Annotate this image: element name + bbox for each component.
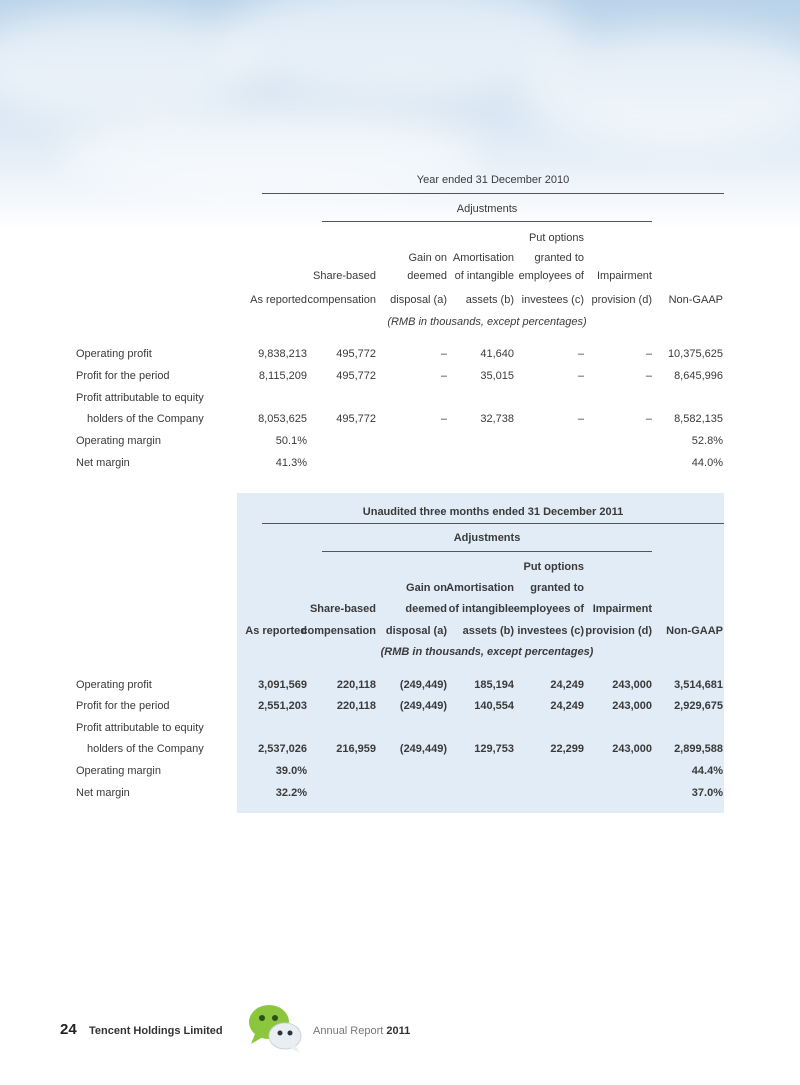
cell: 44.4%	[691, 765, 723, 777]
cell: 44.0%	[691, 457, 723, 469]
table-row	[0, 368, 800, 384]
row-label: Operating margin	[76, 765, 161, 777]
cell: 52.8%	[691, 435, 723, 447]
table-row	[0, 346, 800, 362]
col-header-impair-1: Impairment	[596, 270, 652, 282]
row-label: Operating profit	[76, 679, 152, 691]
cell: 8,115,209	[258, 370, 307, 382]
page-number: 24	[60, 1021, 77, 1038]
cell: 8,645,996	[674, 370, 723, 382]
cell: 32.2%	[275, 787, 307, 799]
row-label: Net margin	[76, 457, 130, 469]
title-rule	[262, 193, 724, 194]
cell: 37.0%	[691, 787, 723, 799]
cell: 41,640	[480, 348, 514, 360]
col-header-put-2: granted to	[534, 252, 584, 264]
table-row	[0, 455, 800, 471]
adjustments-rule	[322, 551, 652, 552]
cell: 185,194	[474, 679, 514, 691]
cell: 220,118	[336, 700, 376, 712]
cell: 2,551,203	[258, 700, 307, 712]
col-header-gain-2: deemed	[407, 270, 447, 282]
col-header-as-reported: As reported	[245, 625, 307, 637]
table-row	[0, 411, 800, 427]
report-label: Annual Report	[313, 1025, 384, 1037]
row-label: Profit attributable to equity	[76, 392, 204, 404]
col-header-amort-3: assets (b)	[462, 625, 514, 637]
row-label: Net margin	[76, 787, 130, 799]
cell: 35,015	[480, 370, 514, 382]
cell: –	[440, 348, 447, 360]
row-label: Profit for the period	[76, 700, 170, 712]
col-header-impair-2: provision (d)	[591, 294, 652, 306]
col-header-non-gaap: Non-GAAP	[668, 294, 723, 306]
adjustments-rule	[322, 221, 652, 222]
cell: 129,753	[474, 743, 514, 755]
cell: 243,000	[612, 679, 652, 691]
unit-note: (RMB in thousands, except percentages)	[387, 316, 587, 328]
col-header-put-4: investees (c)	[521, 294, 584, 306]
cell: –	[440, 413, 447, 425]
cell: 3,091,569	[258, 679, 307, 691]
cell: 50.1%	[275, 435, 307, 447]
row-label: holders of the Company	[87, 413, 204, 425]
col-header-share-based-1: Share-based	[309, 603, 376, 615]
cell: (249,449)	[399, 700, 447, 712]
col-header-share-based-2: compensation	[307, 294, 376, 306]
col-header-put-1: Put options	[528, 232, 584, 244]
table-title: Year ended 31 December 2010	[416, 174, 570, 186]
cell: –	[645, 370, 652, 382]
cell: 9,838,213	[258, 348, 307, 360]
col-header-gain-2: deemed	[405, 603, 447, 615]
adjustments-label: Adjustments	[453, 532, 521, 544]
col-header-put-3: employees of	[513, 603, 584, 615]
row-label: Profit attributable to equity	[76, 722, 204, 734]
cell: 22,299	[550, 743, 584, 755]
col-header-put-1: Put options	[523, 561, 584, 573]
col-header-share-based-2: compensation	[301, 625, 376, 637]
row-label: Operating margin	[76, 435, 161, 447]
cell: 3,514,681	[674, 679, 723, 691]
cell: –	[577, 370, 584, 382]
table-title: Unaudited three months ended 31 December 2011	[362, 506, 624, 518]
cell: –	[645, 348, 652, 360]
table-row	[0, 390, 800, 406]
col-header-gain-3: disposal (a)	[385, 625, 447, 637]
col-header-amort-3: assets (b)	[465, 294, 514, 306]
table-row	[0, 720, 800, 736]
row-label: holders of the Company	[87, 743, 204, 755]
sky-background	[0, 0, 800, 230]
col-header-amort-2: of intangible	[454, 270, 514, 282]
annual-report-label	[313, 1025, 410, 1037]
cell: 8,582,135	[674, 413, 723, 425]
cell: (249,449)	[399, 743, 447, 755]
title-rule	[262, 523, 724, 524]
cell: 243,000	[612, 700, 652, 712]
col-header-put-4: investees (c)	[517, 625, 584, 637]
col-header-share-based-1: Share-based	[313, 270, 376, 282]
row-label: Operating profit	[76, 348, 152, 360]
col-header-amort-2: of intangible	[448, 603, 514, 615]
cell: 2,537,026	[258, 743, 307, 755]
col-header-amort-1: Amortisation	[446, 582, 514, 594]
col-header-put-3: employees of	[518, 270, 584, 282]
cell: 216,959	[336, 743, 376, 755]
cell: 41.3%	[275, 457, 307, 469]
table-row	[0, 433, 800, 449]
table-row	[0, 741, 800, 757]
col-header-amort-1: Amortisation	[452, 252, 514, 264]
chat-bubbles-logo-icon	[245, 1000, 307, 1056]
cell: 2,929,675	[674, 700, 723, 712]
col-header-non-gaap: Non-GAAP	[666, 625, 723, 637]
cell: 243,000	[612, 743, 652, 755]
row-label: Profit for the period	[76, 370, 170, 382]
cell: –	[577, 413, 584, 425]
cell: 39.0%	[275, 765, 307, 777]
cell: –	[577, 348, 584, 360]
unit-note: (RMB in thousands, except percentages)	[380, 646, 594, 658]
adjustments-label: Adjustments	[456, 203, 518, 215]
cell: (249,449)	[399, 679, 447, 691]
table-row	[0, 785, 800, 801]
col-header-gain-1: Gain on	[406, 582, 447, 594]
table-row	[0, 698, 800, 714]
col-header-as-reported: As reported	[250, 294, 307, 306]
company-name: Tencent Holdings Limited	[89, 1025, 223, 1037]
col-header-gain-1: Gain on	[408, 252, 447, 264]
col-header-impair-2: provision (d)	[585, 625, 652, 637]
cell: 495,772	[336, 370, 376, 382]
col-header-put-2: granted to	[530, 582, 584, 594]
cell: 495,772	[336, 348, 376, 360]
cell: 8,053,625	[258, 413, 307, 425]
cell: 24,249	[550, 679, 584, 691]
cell: 495,772	[336, 413, 376, 425]
cell: 10,375,625	[667, 348, 723, 360]
cell: 32,738	[480, 413, 514, 425]
col-header-gain-3: disposal (a)	[390, 294, 447, 306]
cell: 220,118	[336, 679, 376, 691]
cell: –	[440, 370, 447, 382]
cell: 140,554	[474, 700, 514, 712]
table-row	[0, 763, 800, 779]
cell: –	[645, 413, 652, 425]
cell: 24,249	[550, 700, 584, 712]
report-year: 2011	[386, 1025, 411, 1037]
cell: 2,899,588	[674, 743, 723, 755]
col-header-impair-1: Impairment	[592, 603, 652, 615]
table-row	[0, 677, 800, 693]
